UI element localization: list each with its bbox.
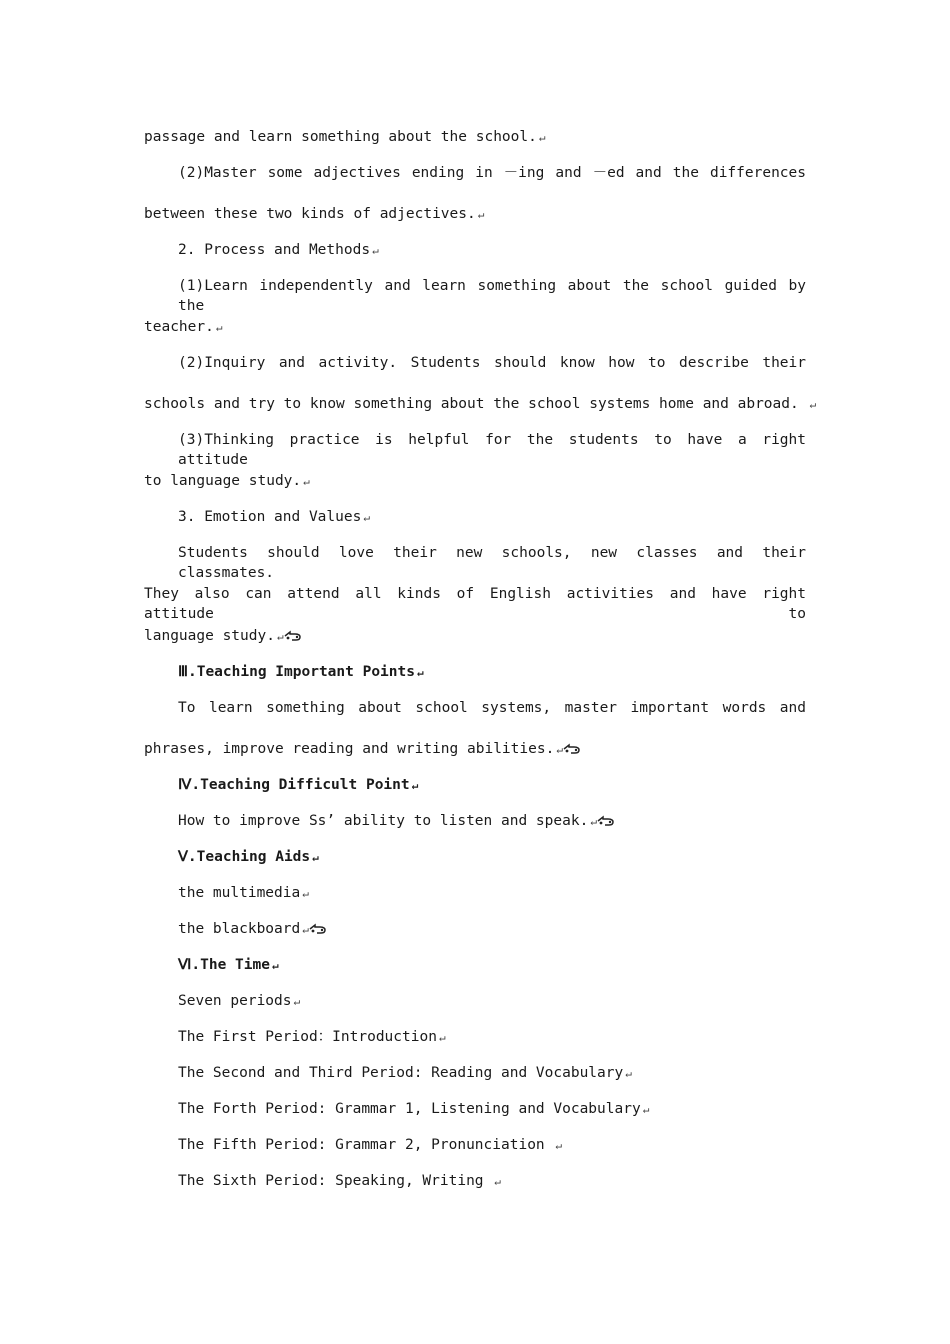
paragraph-mark: ↵ [438,1031,446,1044]
section-heading: 3. Emotion and Values ↵ [178,509,370,525]
paragraph-mark: ↵ [556,743,563,756]
section-heading: 2. Process and Methods ↵ [178,242,379,258]
section-heading: Ⅳ.Teaching Difficult Point ↵ [178,777,419,793]
paragraph-line: (1)Learn independently and learn something about the school guided by the [178,278,806,314]
paragraph-mark: ↵ [276,630,284,643]
anchor-icon [563,744,581,754]
paragraph-line: The Fifth Period: Grammar 2, Pronunciation ↵ [178,1137,563,1153]
paragraph-line: passage and learn something about the school. ↵ [144,129,546,145]
paragraph-line: to language study. ↵ [144,473,310,489]
paragraph-mark: ↵ [293,995,301,1008]
paragraph-mark: ↵ [555,1139,563,1152]
paragraph-mark: ↵ [411,779,419,792]
paragraph-line: Students should love their new schools, new classes and their classmates. [178,545,806,581]
paragraph-mark: ↵ [625,1067,632,1080]
anchor-icon [597,816,615,826]
paragraph-line: (2)Inquiry and activity. Students should know how to describe their [178,355,806,371]
paragraph-mark: ↵ [477,208,485,221]
paragraph-mark: ↵ [271,959,279,972]
paragraph-line: schools and try to know something about the school systems home and abroad. ↵ [144,396,817,412]
paragraph-line: The Second and Third Period: Reading and Vocabulary ↵ [178,1065,632,1081]
paragraph-mark: ↵ [590,815,597,828]
paragraph-mark: ↵ [302,923,309,936]
paragraph-line: between these two kinds of adjectives. ↵ [144,206,485,222]
section-heading: Ⅲ.Teaching Important Points ↵ [178,664,424,680]
paragraph-mark: ↵ [302,887,309,900]
paragraph-line: They also can attend all kinds of English activities and have right attitude to [144,586,806,622]
paragraph-line: the multimedia ↵ [178,885,309,901]
paragraph-mark: ↵ [372,244,379,257]
anchor-icon [309,924,327,934]
paragraph-mark: ↵ [642,1103,650,1116]
paragraph-line: teacher. ↵ [144,319,223,335]
section-heading: Ⅵ.The Time ↵ [178,957,279,973]
paragraph-mark: ↵ [312,851,319,864]
paragraph-line: (2)Master some adjectives ending in －ing and －ed and the differences [178,165,806,181]
paragraph-line: language study. ↵ [144,626,806,647]
paragraph-line: To learn something about school systems, master important words and [178,700,806,716]
paragraph-line: phrases, improve reading and writing abilities. ↵ [144,739,806,760]
paragraph-line: How to improve Ss’ ability to listen and speak. ↵ [178,811,806,832]
paragraph-mark: ↵ [363,511,370,524]
section-heading: Ⅴ.Teaching Aids ↵ [178,849,319,865]
paragraph-mark: ↵ [809,398,817,411]
paragraph-line: Seven periods ↵ [178,993,301,1009]
paragraph-line: the blackboard ↵ [178,919,806,940]
paragraph-line: The First Period：Introduction ↵ [178,1029,446,1045]
paragraph-mark: ↵ [215,321,223,334]
paragraph-mark: ↵ [416,666,424,679]
paragraph-mark: ↵ [538,131,546,144]
paragraph-mark: ↵ [494,1175,501,1188]
paragraph-line: The Sixth Period: Speaking, Writing ↵ [178,1173,501,1189]
paragraph-line: (3)Thinking practice is helpful for the students to have a right attitude [178,432,806,468]
paragraph-line: The Forth Period: Grammar 1, Listening and Vocabulary ↵ [178,1101,650,1117]
paragraph-mark: ↵ [303,475,310,488]
anchor-icon [284,631,302,641]
